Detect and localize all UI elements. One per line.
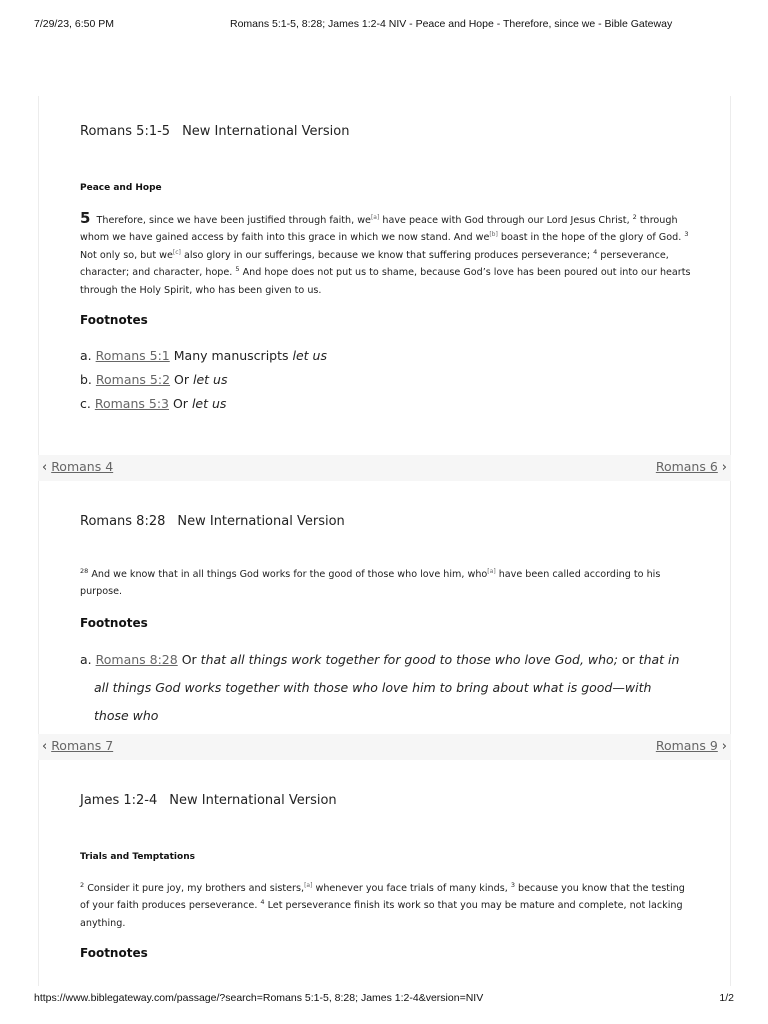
next-chapter-label: Romans 9 [655, 738, 718, 753]
footnotes-title: Footnotes [80, 616, 148, 630]
passage-title [80, 793, 695, 808]
footnotes-list [80, 646, 680, 730]
verse-text: have peace with God through our Lord Jesus Christ, [379, 215, 633, 226]
verse-number: 4 [260, 898, 265, 907]
verse-text: Not only so, but we [80, 249, 173, 261]
verse-text: because you know that the testing of your faith produces perseverance. [80, 883, 685, 912]
prev-chapter-link[interactable] [42, 738, 113, 754]
footnote-ref-a[interactable]: [a] [487, 568, 496, 575]
verse-text: Therefore, since we have been justified through faith, we [96, 215, 371, 226]
footnotes-header [80, 616, 695, 630]
footnote-text: Or [172, 396, 188, 411]
footnote-text: Many manuscripts [173, 348, 289, 363]
verse-text: have been called according to his purpose. [80, 569, 661, 598]
verse-number: 2 [80, 881, 85, 889]
footnote-link[interactable]: Romans 5:2 [95, 372, 171, 387]
footnote-letter: a. [80, 348, 92, 363]
print-page-number: 1/2 [719, 992, 734, 1004]
footnotes-header [80, 946, 695, 960]
footnote-italic: let us [193, 372, 228, 387]
next-chapter-label: Romans 6 [655, 459, 718, 474]
verse-number: 28 [80, 567, 89, 575]
footnote-link[interactable]: Romans 5:1 [95, 348, 170, 363]
footnote-letter: a. [80, 652, 92, 667]
verse-text: boast in the hope of the glory of God. [497, 232, 685, 244]
footnote-letter: b. [80, 372, 92, 387]
footnote-link[interactable]: Romans 8:28 [95, 652, 178, 667]
footnote-ref-b[interactable]: [b] [489, 231, 498, 239]
verse-text: And hope does not put us to shame, because God’s love has been poured out into our hearts through the Holy Spirit, who has been given to us. [80, 267, 691, 296]
print-url: https://www.biblegateway.com/passage/?search=Romans 5:1-5, 8:28; James 1:2-4&version=NIV [34, 992, 484, 1004]
footnotes-title: Footnotes [80, 946, 148, 960]
passage-text [80, 880, 695, 932]
footnote-italic: that all things work together for good to those who love God, who; [200, 652, 618, 667]
footnote-item [80, 646, 680, 730]
chevron-left-icon: ‹ [42, 739, 48, 754]
passage-text [80, 210, 695, 299]
footnotes-title: Footnotes [80, 313, 148, 327]
footnote-link[interactable]: Romans 5:3 [94, 396, 169, 411]
chapter-nav [38, 734, 731, 760]
footnote-text: Or [181, 652, 197, 667]
footnote-letter: c. [80, 396, 91, 411]
verse-text: Consider it pure joy, my brothers and sisters, [84, 883, 305, 894]
passage-version: New International Version [177, 514, 345, 529]
footnote-italic: that in all things God works together with those who love him to bring about what is good—with those who [94, 652, 680, 723]
footnote-item [80, 368, 480, 392]
verse-number: 4 [593, 247, 598, 256]
footnote-italic: let us [292, 348, 327, 363]
footnote-text: or [621, 652, 635, 667]
prev-chapter-label: Romans 4 [51, 459, 114, 474]
verse-text: through whom we have gained access by faith into this grace in which we now stand. And we [80, 215, 678, 244]
verse-text: whenever you face trials of many kinds, [312, 883, 511, 894]
prev-chapter-link[interactable] [42, 459, 113, 475]
footnote-ref-c[interactable]: [c] [172, 248, 181, 256]
footnotes-list [80, 344, 480, 416]
footnote-ref-a[interactable]: [a] [370, 214, 380, 221]
chevron-left-icon: ‹ [42, 460, 48, 475]
verse-number: 5 [235, 265, 240, 274]
passage-text [80, 566, 695, 601]
section-heading [80, 852, 695, 862]
footnotes-header [80, 313, 695, 327]
passage-title [80, 124, 695, 139]
footnote-item [80, 392, 480, 416]
passage-reference: Romans 5:1-5 [80, 124, 171, 139]
verse-text: And we know that in all things God works for the good of those who love him, who [88, 569, 488, 580]
print-datetime: 7/29/23, 6:50 PM [34, 18, 114, 30]
passage-title [80, 514, 695, 529]
verse-number: 2 [632, 213, 637, 221]
next-chapter-link[interactable] [656, 459, 727, 475]
footnote-text: Or [174, 372, 190, 387]
chapter-nav [38, 455, 731, 481]
verse-text: perseverance, character; and character, hope. [80, 249, 669, 279]
next-chapter-link[interactable] [656, 738, 727, 754]
verse-text: also glory in our sufferings, because we know that suffering produces perseverance; [180, 249, 594, 261]
prev-chapter-label: Romans 7 [51, 738, 114, 753]
chevron-right-icon: › [721, 739, 727, 754]
passage-version: New International Version [169, 793, 337, 808]
print-page-title: Romans 5:1-5, 8:28; James 1:2-4 NIV - Peace and Hope - Therefore, since we - Bible Gateway [230, 18, 673, 30]
chevron-right-icon: › [721, 460, 727, 475]
footnote-item [80, 344, 480, 368]
verse-text: Let perseverance finish its work so that you may be mature and complete, not lacking anything. [80, 900, 683, 929]
heading-trials-and-temptations: Trials and Temptations [80, 852, 195, 862]
chapter-number: 5 [80, 209, 91, 227]
footnote-ref-a[interactable]: [a] [304, 882, 313, 889]
footnote-italic: let us [191, 396, 227, 411]
passage-reference: James 1:2-4 [80, 793, 158, 808]
verse-number: 3 [510, 881, 515, 889]
heading-peace-and-hope: Peace and Hope [80, 183, 162, 193]
section-heading [80, 183, 695, 193]
passage-reference: Romans 8:28 [80, 514, 166, 529]
verse-number: 3 [684, 230, 689, 239]
passage-version: New International Version [182, 124, 350, 139]
